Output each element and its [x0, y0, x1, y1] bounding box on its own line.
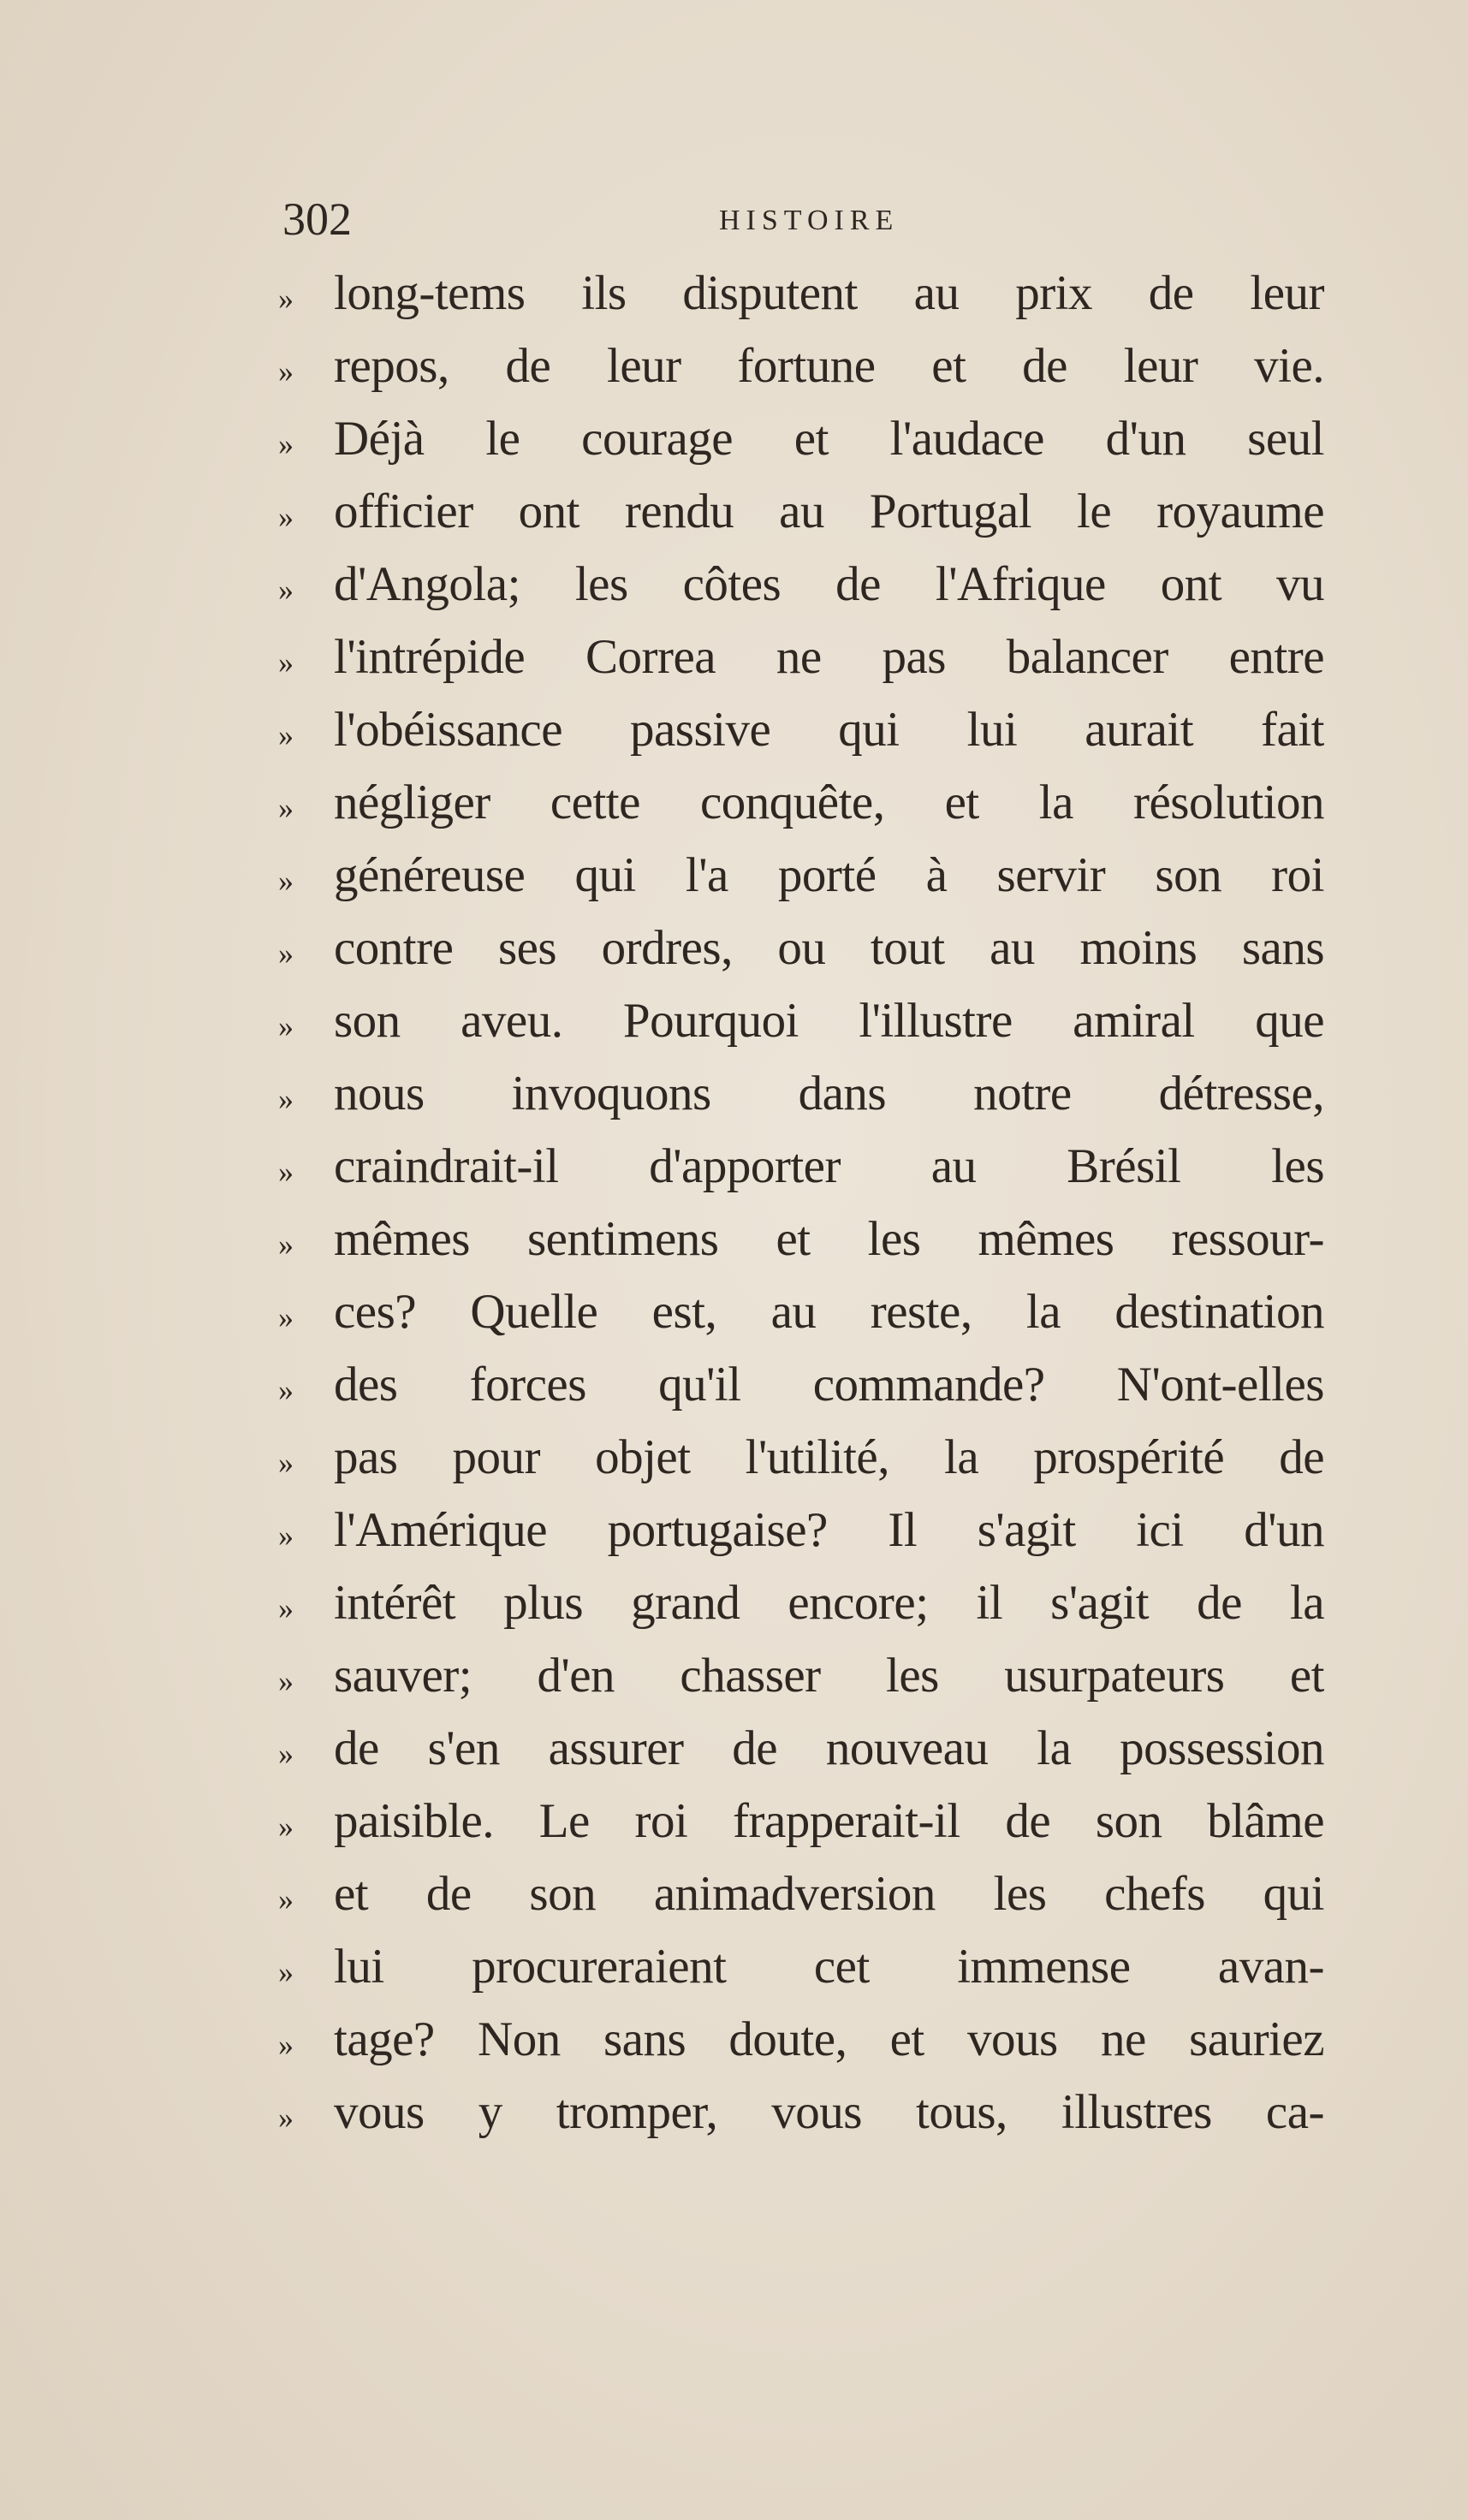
line-text: tage? Non sans doute, et vous ne sauriez — [334, 2012, 1324, 2066]
text-line — [278, 621, 1324, 693]
quote-mark: » — [278, 427, 294, 461]
line-text: vous y tromper, vous tous, illustres ca- — [334, 2085, 1324, 2139]
text-line — [278, 1639, 1324, 1712]
line-text: lui procureraient cet immense avan- — [334, 1940, 1324, 1994]
quote-mark: » — [278, 936, 294, 971]
quote-mark: » — [278, 1373, 294, 1407]
line-text: l'intrépide Correa ne pas balancer entre — [334, 630, 1324, 684]
quote-mark: » — [278, 1227, 294, 1262]
line-text: intérêt plus grand encore; il s'agit de la — [334, 1576, 1324, 1630]
line-text: mêmes sentimens et les mêmes ressour- — [334, 1212, 1324, 1266]
line-text: l'Amérique portugaise? Il s'agit ici d'un — [334, 1503, 1324, 1557]
quote-mark: » — [278, 1810, 294, 1844]
line-text: sauver; d'en chasser les usurpateurs et — [334, 1649, 1324, 1703]
quote-mark: » — [278, 1882, 294, 1917]
text-line — [278, 1494, 1324, 1566]
text-line — [278, 1203, 1324, 1275]
quote-mark: » — [278, 1519, 294, 1553]
text-line — [278, 839, 1324, 912]
quote-mark: » — [278, 1009, 294, 1043]
quote-mark: » — [278, 791, 294, 825]
text-line — [278, 1566, 1324, 1639]
text-line — [278, 2003, 1324, 2076]
line-text: Déjà le courage et l'audace d'un seul — [334, 412, 1324, 466]
text-line — [278, 257, 1324, 330]
text-line — [278, 402, 1324, 475]
quote-mark: » — [278, 500, 294, 534]
quote-mark: » — [278, 573, 294, 607]
text-line — [278, 1712, 1324, 1785]
line-text: son aveu. Pourquoi l'illustre amiral que — [334, 994, 1324, 1048]
line-text: long-tems ils disputent au prix de leur — [334, 266, 1324, 320]
line-text: craindrait-il d'apporter au Brésil les — [334, 1139, 1324, 1193]
quote-mark: » — [278, 2101, 294, 2135]
text-line — [278, 1130, 1324, 1203]
text-line — [278, 1930, 1324, 2003]
quote-mark: » — [278, 864, 294, 898]
text-line — [278, 766, 1324, 839]
quote-mark: » — [278, 1446, 294, 1480]
body-text — [278, 257, 1324, 2149]
line-text: de s'en assurer de nouveau la possession — [334, 1721, 1324, 1775]
quote-mark: » — [278, 1737, 294, 1771]
quote-mark: » — [278, 1082, 294, 1116]
quote-mark: » — [278, 1591, 294, 1626]
line-text: et de son animadversion les chefs qui — [334, 1867, 1324, 1921]
page-number: 302 — [282, 193, 352, 245]
running-head: HISTOIRE — [719, 205, 900, 236]
line-text: paisible. Le roi frapperait-il de son blâme — [334, 1794, 1324, 1848]
line-text: contre ses ordres, ou tout au moins sans — [334, 921, 1324, 975]
text-line — [278, 1857, 1324, 1930]
quote-mark: » — [278, 645, 294, 680]
text-line — [278, 2076, 1324, 2149]
text-line — [278, 1348, 1324, 1421]
quote-mark: » — [278, 1155, 294, 1189]
text-line — [278, 475, 1324, 548]
line-text: négliger cette conquête, et la résolution — [334, 776, 1324, 829]
text-line — [278, 984, 1324, 1057]
text-line — [278, 1421, 1324, 1494]
quote-mark: » — [278, 354, 294, 389]
line-text: des forces qu'il commande? N'ont-elles — [334, 1358, 1324, 1412]
line-text: pas pour objet l'utilité, la prospérité de — [334, 1430, 1324, 1484]
page-header — [282, 193, 1327, 244]
line-text: l'obéissance passive qui lui aurait fait — [334, 703, 1324, 757]
text-line — [278, 1275, 1324, 1348]
line-text: officier ont rendu au Portugal le royaume — [334, 484, 1324, 538]
quote-mark: » — [278, 2028, 294, 2062]
quote-mark: » — [278, 1300, 294, 1334]
line-text: nous invoquons dans notre détresse, — [334, 1067, 1324, 1120]
line-text: d'Angola; les côtes de l'Afrique ont vu — [334, 557, 1324, 611]
text-line — [278, 1785, 1324, 1857]
quote-mark: » — [278, 1955, 294, 1989]
text-line — [278, 1057, 1324, 1130]
line-text: ces? Quelle est, au reste, la destination — [334, 1285, 1324, 1339]
text-line — [278, 548, 1324, 621]
quote-mark: » — [278, 1664, 294, 1698]
quote-mark: » — [278, 718, 294, 752]
line-text: généreuse qui l'a porté à servir son roi — [334, 848, 1324, 902]
text-line — [278, 330, 1324, 402]
text-line — [278, 912, 1324, 984]
quote-mark: » — [278, 282, 294, 316]
text-line — [278, 693, 1324, 766]
line-text: repos, de leur fortune et de leur vie. — [334, 339, 1324, 393]
